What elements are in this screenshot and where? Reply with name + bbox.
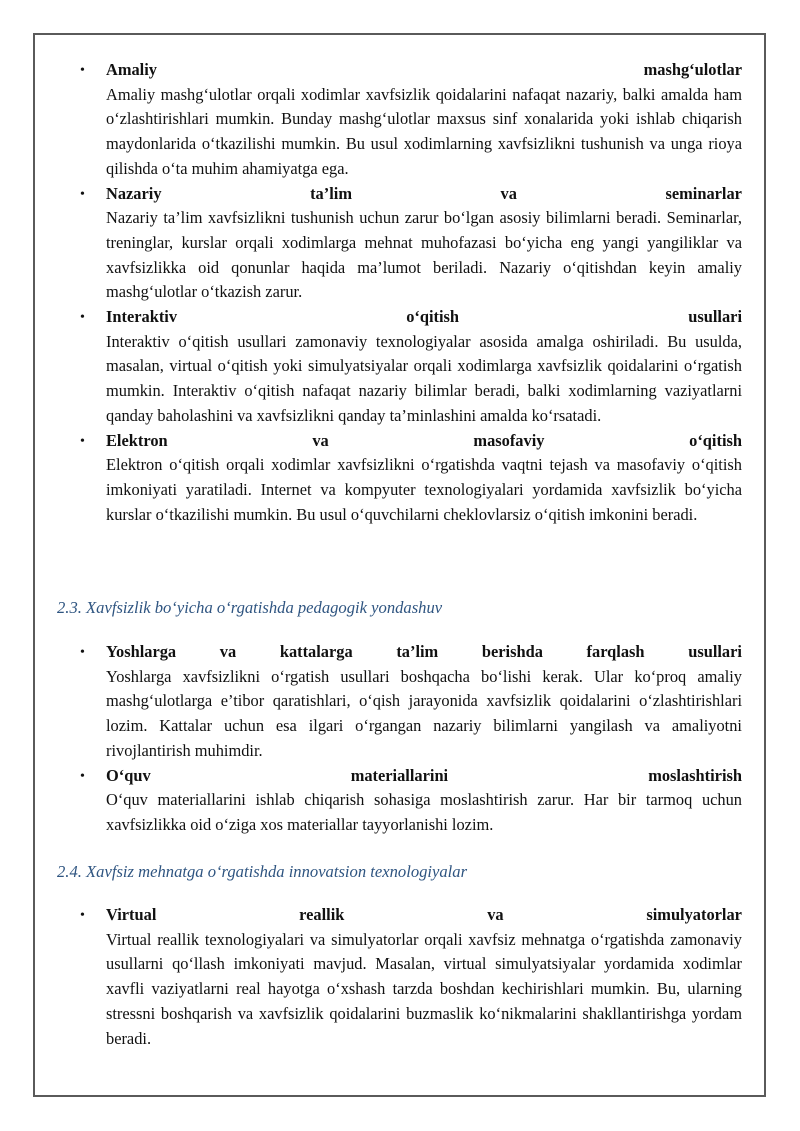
heading-word: Elektron (106, 430, 168, 450)
heading-word: materiallarini (350, 765, 449, 785)
heading-word: usullari (688, 642, 742, 661)
heading-word: ta’lim (310, 183, 352, 203)
heading-word: Yoshlarga (106, 642, 177, 661)
item-text: O‘quv materiallarini ishlab chiqarish sohasiga moslashtirish zarur. Har bir tarmoq uchun xavfsizlikka oid o‘ziga xos materiallar tayyorlanishi lozim. (106, 790, 742, 834)
list-item (0, 305, 800, 429)
item-text: Nazariy ta’lim xavfsizlikni tushunish uchun zarur bo‘lgan asosiy bilimlarni beradi. Seminarlar, treninglar, kurslar orqali xodimlarga mehnat muhofazasi bo‘yicha eng yangi yangiliklar va xavfsizlikka oid qonunlar haqida ma’lumot beriladi. Nazariy o‘qitishdan keyin amaliy mashg‘ulotlar o‘tkazish zarur. (106, 208, 742, 302)
heading-word: mashg‘ulotlar (643, 60, 742, 79)
heading-word: ta’lim (396, 642, 439, 661)
heading-word: moslashtirish (648, 765, 742, 785)
pedagogy-list (0, 640, 800, 838)
list-item (0, 58, 800, 182)
heading-word: simulyatorlar (646, 905, 742, 924)
list-item (0, 903, 800, 1051)
item-text: Amaliy mashg‘ulotlar orqali xodimlar xavfsizlik qoidalarini nafaqat nazariy, balki amalda ham o‘zlashtirishlari mumkin. Bunday mashg‘ulotlar maxsus sinf xonalarida yoki ishlab chiqarish maydonlarida o‘tkazilishi mumkin. Bu usul xodimlarning xavfsizlikni tushunish va unga rioya qilishda o‘ta muhim ahamiyatga ega. (106, 84, 742, 178)
heading-word: Virtual (106, 905, 157, 924)
heading-word: va (219, 642, 237, 661)
bullet-icon: • (80, 310, 85, 326)
item-heading (106, 58, 742, 83)
heading-word: Amaliy (106, 60, 157, 79)
heading-word: va (312, 430, 329, 450)
section-heading: 2.3. Xavfsizlik bo‘yicha o‘rgatishda pedagogik yondashuv (57, 598, 443, 617)
list-item (0, 182, 800, 306)
heading-word: berishda (481, 642, 543, 661)
heading-word: O‘quv (106, 765, 151, 785)
item-heading (106, 305, 742, 330)
list-item (0, 640, 800, 764)
heading-word: o‘qitish (406, 307, 460, 327)
heading-word: masofaviy (473, 430, 545, 450)
item-text: Yoshlarga xavfsizlikni o‘rgatish usullari boshqacha bo‘lishi kerak. Ular ko‘proq amaliy mashg‘ulotlarga e’tibor qaratishlari, o‘qish jarayonida xavfsizlik qoidalarini o‘zlashtirishlari lozim. Kattalar uchun esa ilgari o‘rgangan nazariy bilimlarni yangilash va amaliyotni rivojlantirish muhimdir. (106, 666, 742, 760)
section-heading: 2.4. Xavfsiz mehnatga o‘rgatishda innovatsion texnologiyalar (57, 862, 468, 881)
item-text: Interaktiv o‘qitish usullari zamonaviy texnologiyalar asosida amalga oshiriladi. Bu usulda, masalan, virtual o‘qitish yoki simulyatsiyalar orqali xodimlarga xavfsizlik qoidalarini o‘rgatish mumkin. Interaktiv o‘qitish nafaqat nazariy bilimlar beradi, balki xodimlarning vaziyatlarni qanday baholashini va xavfsizlikni qanday ta’minlashini amalda ko‘rsatadi. (106, 331, 742, 425)
heading-word: Interaktiv (106, 307, 178, 327)
bullet-icon: • (80, 645, 85, 660)
heading-word: va (487, 905, 504, 924)
heading-word: usullari (688, 307, 742, 327)
bullet-icon: • (80, 186, 85, 202)
heading-word: kattalarga (279, 642, 353, 661)
bullet-icon: • (80, 908, 85, 923)
item-heading (106, 182, 742, 207)
heading-word: farqlash (586, 642, 645, 661)
item-text: Elektron o‘qitish orqali xodimlar xavfsizlikni o‘rgatishda vaqtni tejash va masofaviy o‘qitish imkoniyati yaratiladi. Internet va kompyuter texnologiyalari yordamida xavfsizlik bo‘yicha kurslar o‘tkazilishi mumkin. Bu usul o‘quvchilarni cheklovlarsiz o‘qitish imkonini beradi. (106, 455, 742, 524)
item-heading (106, 640, 742, 665)
list-item (0, 429, 800, 528)
heading-word: va (500, 183, 517, 203)
training-methods-list (0, 58, 800, 527)
list-item (0, 764, 800, 838)
item-heading (106, 903, 742, 928)
bullet-icon: • (80, 768, 85, 784)
item-heading (106, 429, 742, 454)
heading-word: o‘qitish (689, 430, 742, 450)
heading-word: reallik (299, 905, 345, 924)
innovation-list (0, 903, 800, 1051)
item-heading (106, 764, 742, 789)
item-text: Virtual reallik texnologiyalari va simulyatorlar orqali xavfsiz mehnatga o‘rgatishda zamonaviy usullarni qo‘llash imkoniyati mavjud. Masalan, virtual simulyatsiyalar yordamida xodimlar xavfli vaziyatlarni real hayotga o‘xshash tarzda boshdan kechirishlari mumkin. Bu, ularning stressni boshqarish va xavfsizlik qoidalarini buzmaslik ko‘nikmalarini shakllantirishga yordam beradi. (106, 929, 742, 1048)
heading-word: Nazariy (106, 183, 162, 203)
bullet-icon: • (80, 433, 85, 449)
bullet-icon: • (80, 63, 85, 78)
heading-word: seminarlar (665, 183, 742, 203)
